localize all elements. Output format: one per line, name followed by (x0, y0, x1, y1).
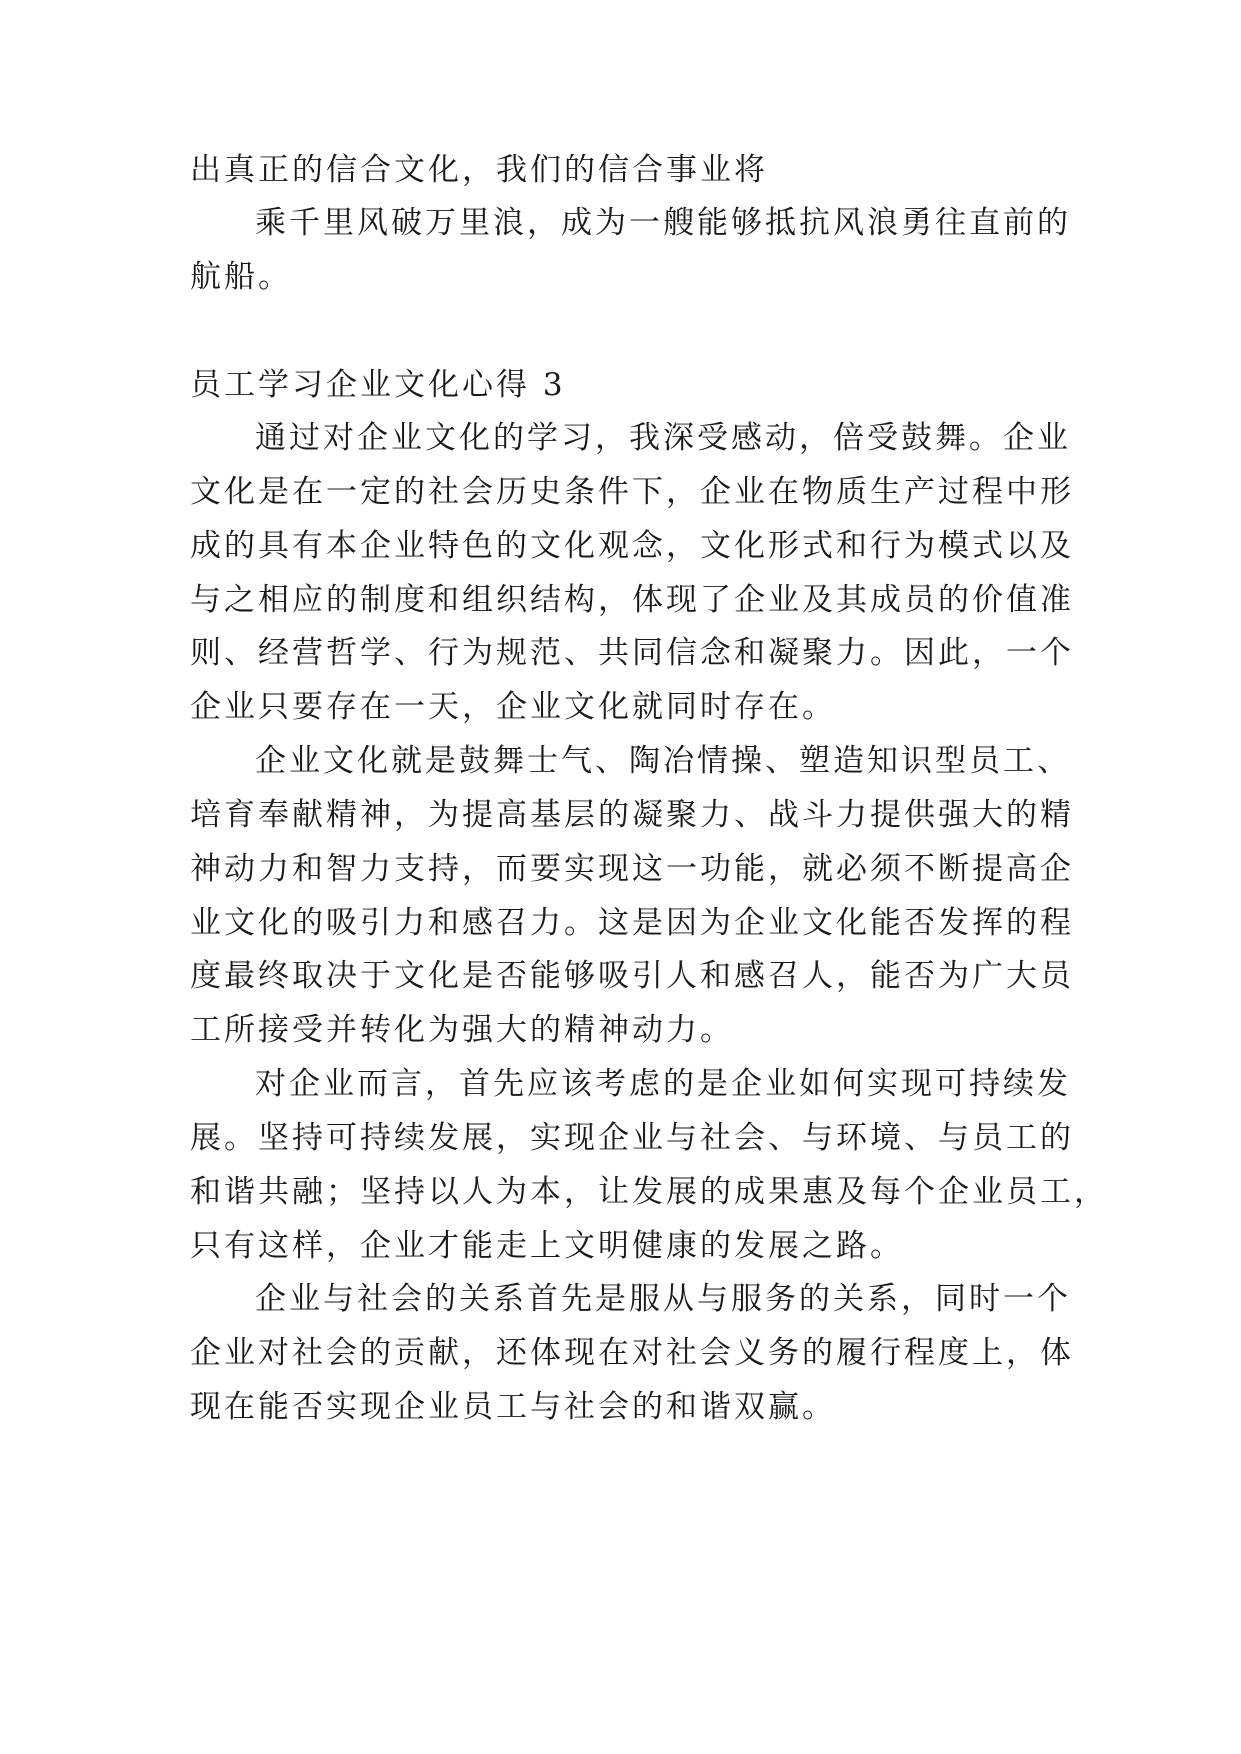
text-line: 航船。 (190, 259, 292, 295)
text-line: 企业文化就是鼓舞士气、陶冶情操、塑造知识型员工、 (255, 743, 1071, 779)
text-line: 只有这样，企业才能走上文明健康的发展之路。 (190, 1228, 904, 1264)
text-line: 展。坚持可持续发展，实现企业与社会、与环境、与员工的 (190, 1120, 1074, 1156)
text-line: 成的具有本企业特色的文化观念，文化形式和行为模式以及 (190, 528, 1074, 564)
text-line: 乘千里风破万里浪，成为一艘能够抵抗风浪勇往直前的 (255, 205, 1071, 241)
text-line: 神动力和智力支持，而要实现这一功能，就必须不断提高企 (190, 851, 1074, 887)
text-line: 度最终取决于文化是否能够吸引人和感召人，能否为广大员 (190, 958, 1074, 994)
section-heading: 员工学习企业文化心得 3 (190, 367, 566, 403)
text-line: 现在能否实现企业员工与社会的和谐双赢。 (190, 1389, 836, 1425)
text-line: 则、经营哲学、行为规范、共同信念和凝聚力。因此，一个 (190, 635, 1074, 671)
text-line: 培育奉献精神，为提高基层的凝聚力、战斗力提供强大的精 (190, 797, 1074, 833)
text-line: 工所接受并转化为强大的精神动力。 (190, 1012, 734, 1048)
text-line: 与之相应的制度和组织结构，体现了企业及其成员的价值准 (190, 582, 1074, 618)
text-line: 和谐共融；坚持以人为本，让发展的成果惠及每个企业员工， (190, 1174, 1108, 1210)
text-line: 文化是在一定的社会历史条件下，企业在物质生产过程中形 (190, 474, 1074, 510)
text-line: 通过对企业文化的学习，我深受感动，倍受鼓舞。企业 (255, 420, 1071, 456)
text-line: 企业只要存在一天，企业文化就同时存在。 (190, 689, 836, 725)
text-line: 对企业而言，首先应该考虑的是企业如何实现可持续发 (255, 1066, 1071, 1102)
text-line: 业文化的吸引力和感召力。这是因为企业文化能否发挥的程 (190, 905, 1074, 941)
text-line: 出真正的信合文化，我们的信合事业将 (190, 152, 768, 188)
text-line: 企业与社会的关系首先是服从与服务的关系，同时一个 (255, 1281, 1071, 1317)
text-line: 企业对社会的贡献，还体现在对社会义务的履行程度上，体 (190, 1335, 1074, 1371)
